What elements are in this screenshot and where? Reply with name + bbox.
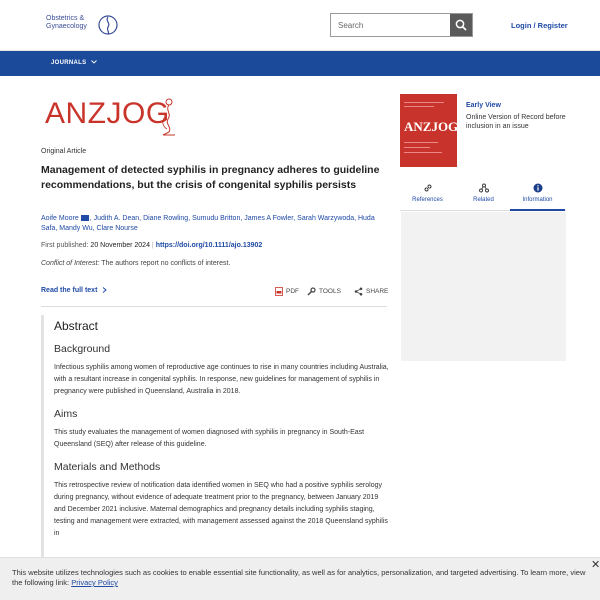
journal-figure-icon [157,97,181,137]
author-link[interactable]: Sumudu Britton [192,215,241,222]
author-link[interactable]: Mandy Wu [59,225,93,232]
abstract-text-aims: This study evaluates the management of women diagnosed with syphilis in pregnancy in South-East Queensland (SEQ) after release of this guideline. [54,429,365,448]
pdf-button[interactable] [275,287,299,296]
tab-information-label: Information [522,197,553,203]
close-icon[interactable]: ✕ [591,559,600,571]
first-published-label: First published: [41,242,89,249]
chevron-down-icon [91,60,97,64]
journals-menu[interactable] [51,60,97,66]
pdf-label: PDF [286,288,299,295]
tools-button[interactable] [307,287,341,296]
read-full-text-link[interactable] [41,287,107,294]
journal-cover[interactable] [400,94,457,167]
search-icon [455,19,467,31]
journal-logo-text: ANZJOG [45,97,170,130]
cookie-banner [0,557,600,600]
wrench-icon [307,287,316,296]
author-link[interactable]: Aoife Moore [41,215,79,222]
tab-references-label: References [412,197,443,203]
society-emblem-icon [98,12,118,38]
cover-title: ANZJOG [404,119,459,134]
divider [41,306,387,307]
journal-logo[interactable] [45,95,180,137]
abstract-text-background: Infectious syphilis among women of reproductive age continues to rise in many countries including Australia, with a resultant increase in congenital syphilis. In response, new guidelines for management of syphilis in pregnancy were published in Queensland, Australia in 2018. [54,364,389,395]
journals-label: JOURNALS [51,60,87,66]
article-type: Original Article [41,148,87,155]
logo-line2: Gynaecology [46,23,87,30]
cookie-message [12,568,587,588]
share-icon [354,287,363,296]
sidebar-tabs [400,180,566,211]
network-icon [479,183,489,193]
society-logo[interactable] [46,12,118,40]
tools-label: TOOLS [319,288,341,295]
tab-references[interactable] [400,180,455,211]
abstract-title: Abstract [54,319,99,333]
author-link[interactable]: Huda Safa [41,215,375,232]
author-link[interactable]: Diane Rowling [143,215,189,222]
author-link[interactable]: Judith A. Dean [93,215,140,222]
site-header [0,0,600,51]
author-link[interactable]: Clare Nourse [96,225,138,232]
tab-related[interactable] [456,180,511,211]
abstract-text-methods: This retrospective review of notification data identified women in SEQ who had a positive syphilis serology during pregnancy, without evidence of adequate treatment prior to the pregnancy, between January 2019 and December 2021 inclusive. Maternal demographics and pregnancy details including syphilis staging, testing and management were extracted, with management assessed against the 2018 Queensland syphilis in [54,482,388,537]
information-panel [401,212,566,361]
read-full-label: Read the full text [41,287,98,294]
early-view-title[interactable]: Early View [466,102,501,109]
chevron-right-icon [102,287,107,293]
coi-label: Conflict of Interest: [41,260,100,267]
privacy-policy-link[interactable]: Privacy Policy [71,578,118,587]
conflict-of-interest [41,260,230,267]
coi-text: The authors report no conflicts of interest. [101,260,231,267]
early-view-description: Online Version of Record before inclusion in an issue [466,114,566,130]
cookie-text: This website utilizes technologies such as cookies to enable essential site functionality, as well as for analytics, personalization, and targeted advertising. To learn more, view the following link: [12,568,586,587]
search-input[interactable] [331,14,451,36]
share-button[interactable] [354,287,388,296]
first-published-date: 20 November 2024 [90,242,150,249]
abstract-heading-aims: Aims [54,408,78,420]
tab-information[interactable] [510,180,565,211]
tab-related-label: Related [473,197,494,203]
share-label: SHARE [366,288,389,295]
search-bar [330,13,473,37]
email-icon[interactable] [81,215,89,221]
info-icon [533,183,543,193]
abstract-heading-methods: Materials and Methods [54,461,161,473]
abstract-heading-background: Background [54,343,111,355]
doi-link[interactable]: https://doi.org/10.1111/ajo.13902 [155,242,263,249]
article-title: Management of detected syphilis in pregnancy adheres to guideline recommendations, but the crisis of congenital syphilis persists [41,164,380,191]
link-icon [423,183,433,193]
author-link[interactable]: Sarah Warzywoda [297,215,355,222]
search-button[interactable] [450,14,472,36]
abstract-section [41,315,387,565]
logo-line1: Obstetrics & [46,15,85,22]
author-link[interactable]: James A Fowler [244,215,294,222]
login-register-link[interactable]: Login / Register [511,21,568,30]
article-tools [275,286,387,300]
publication-info: First published: 20 November 2024 | https://doi.org/10.1111/ajo.13902 [41,242,263,249]
author-list: Aoife Moore , Judith A. Dean, Diane Rowling, Sumudu Britton, James A Fowler, Sarah Warzywoda, Huda Safa, Mandy Wu, Clare Nourse [41,215,375,232]
pdf-icon [275,287,283,296]
journal-nav [0,51,600,76]
